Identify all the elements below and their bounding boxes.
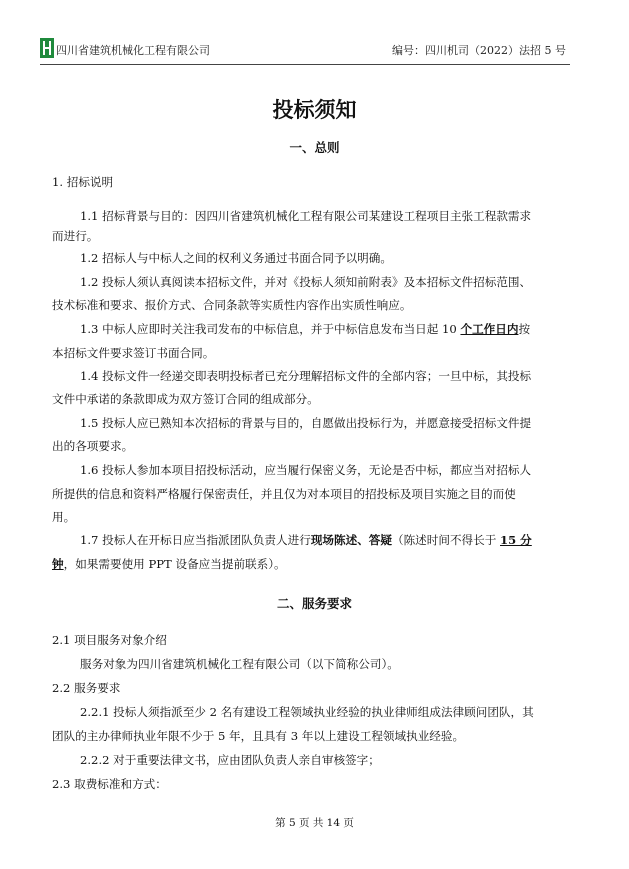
para-1-3-text-end: 按 [518,322,531,336]
para-1-3-line1 [80,321,582,337]
header-doc-number: 编号：四川机司（2022）法招 5 号 [392,44,566,57]
heading-bidding-instructions: 1. 招标说明 [52,175,114,189]
para-1-3-underlined: 个工作日内 [460,322,519,336]
para-1-1-line1: 1.1 招标背景与目的：因四川省建筑机械化工程有限公司某建设工程项目主张工程款需求 [80,209,532,223]
para-1-5-line1: 1.5 投标人应已熟知本次招标的背景与目的，自愿做出投标行为，并愿意接受招标文件提 [80,416,532,430]
page-footer: 第 5 页 共 14 页 [275,817,354,829]
heading-2-1: 2.1 项目服务对象介绍 [52,633,167,647]
para-1-2b-line2: 技术标准和要求、报价方式、合同条款等实质性内容作出实质性响应。 [52,298,412,312]
section-heading-general: 一、总则 [289,140,340,155]
para-1-7-text: 1.7 投标人在开标日应当指派团队负责人进行 [80,533,311,547]
section-heading-service: 二、服务要求 [276,596,352,611]
para-1-2b-line1: 1.2 投标人须认真阅读本招标文件，并对《投标人须知前附表》及本招标文件招标范围、 [80,275,532,289]
para-2-1: 服务对象为四川省建筑机械化工程有限公司（以下简称公司）。 [80,657,399,671]
company-logo-icon [40,38,54,58]
para-1-7-text-mid: （陈述时间不得长于 [391,533,501,547]
page-header [40,36,570,65]
para-1-5-line2: 出的各项要求。 [52,439,134,453]
para-1-7-line2 [52,556,582,572]
para-1-4-line2: 文件中承诺的条款即成为双方签订合同的组成部分。 [52,392,319,406]
para-1-6-line2: 所提供的信息和资料严格履行保密责任，并且仅为对本项目的招投标及项目实施之目的而使 [52,487,516,501]
para-1-3-text: 1.3 中标人应即时关注我司发布的中标信息，并于中标信息发布当日起 10 [80,322,461,336]
heading-2-2: 2.2 服务要求 [52,681,121,695]
para-1-6-line1: 1.6 投标人参加本项目招投标活动，应当履行保密义务，无论是否中标，都应当对招标人 [80,463,532,477]
para-1-3-line2: 本招标文件要求签订书面合同。 [52,346,215,360]
heading-2-3: 2.3 取费标准和方式： [52,777,167,791]
page-title: 投标须知 [272,97,357,122]
para-1-7-underlined-end: 钟 [52,557,64,571]
header-company-name: 四川省建筑机械化工程有限公司 [56,44,210,57]
para-1-7-bold: 现场陈述、答疑 [310,533,392,547]
para-2-2-1-line1: 2.2.1 投标人须指派至少 2 名有建设工程领域执业经验的执业律师组成法律顾问团队，其 [80,705,534,719]
para-1-6-line3: 用。 [52,510,76,524]
para-1-7-underlined: 15 分 [500,533,532,547]
para-2-2-2: 2.2.2 对于重要法律文书，应由团队负责人亲自审核签字； [80,753,380,767]
para-2-2-1-line2: 团队的主办律师执业年限不少于 5 年，且具有 3 年以上建设工程领域执业经验。 [52,729,465,743]
para-1-7-text-end: ，如果需要使用 PPT 设备应当提前联系）。 [63,557,286,571]
para-1-7-line1 [80,532,582,548]
para-1-4-line1: 1.4 投标文件一经递交即表明投标者已充分理解招标文件的全部内容；一旦中标，其投标 [80,369,532,383]
para-1-1-line2: 而进行。 [52,229,99,243]
para-1-2: 1.2 招标人与中标人之间的权利义务通过书面合同予以明确。 [80,251,392,265]
